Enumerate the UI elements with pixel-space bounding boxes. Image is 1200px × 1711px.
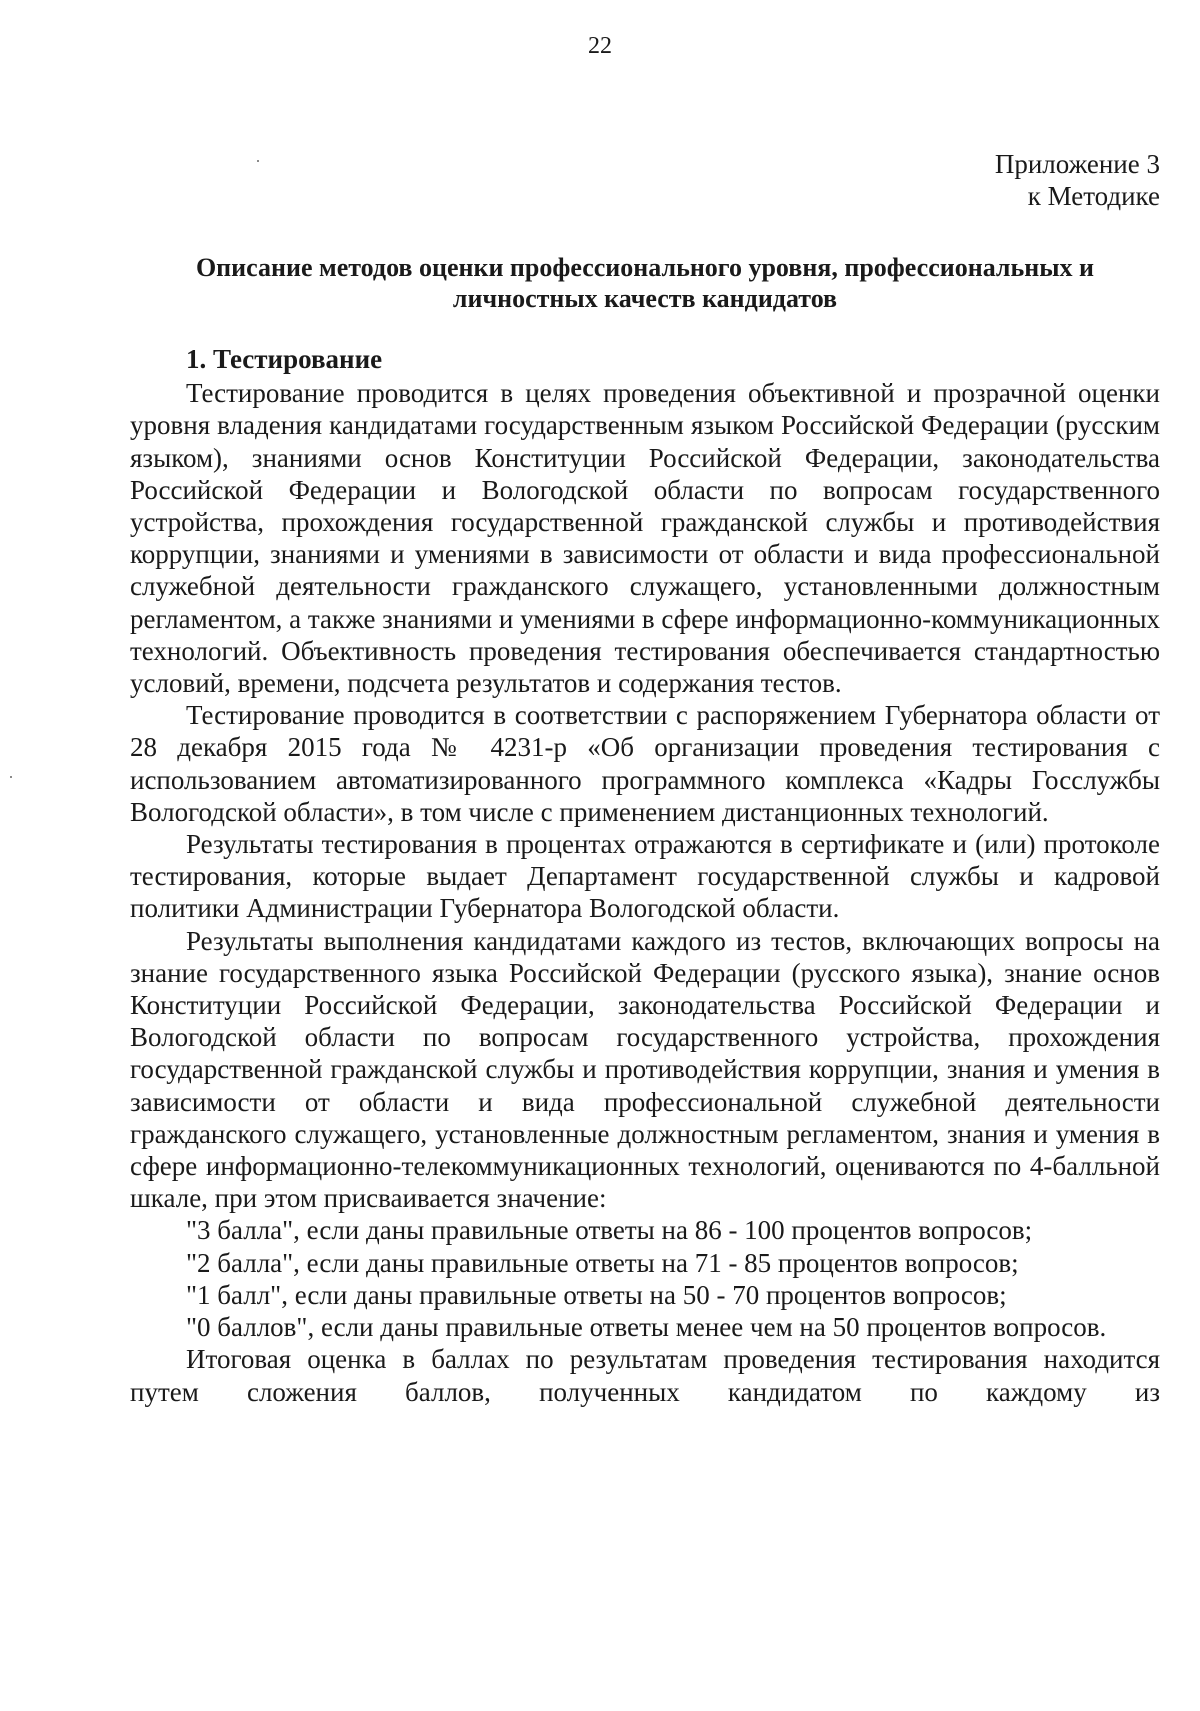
document-title: Описание методов оценки профессионального уровня, профессиональных и личностных качеств кандидатов [195, 253, 1095, 313]
paragraph: Результаты тестирования в процентах отражаются в сертификате и (или) протоколе тестирования, которые выдает Департамент государственной службы и кадровой политики Администрации Губернатора Вологодской области. [130, 829, 1160, 924]
score-item: "3 балла", если даны правильные ответы на 86 - 100 процентов вопросов; [186, 1215, 1033, 1246]
score-item: "0 баллов", если даны правильные ответы менее чем на 50 процентов вопросов. [186, 1312, 1107, 1343]
scan-speck [10, 776, 12, 778]
page-number: 22 [588, 33, 612, 59]
appendix-reference [995, 148, 1160, 212]
paragraph: Тестирование проводится в соответствии с распоряжением Губернатора области от 28 декабря 2015 года № 4231-р «Об организации проведения тестирования с использованием автоматизированного программного комплекса «Кадры Госслужбы Вологодской области», в том числе с применением дистанционных технологий. [130, 700, 1160, 827]
appendix-line-1: Приложение 3 [994, 149, 1160, 179]
section-heading: 1. Тестирование [186, 344, 383, 374]
appendix-line-2: к Методике [1027, 181, 1160, 211]
paragraph: Результаты выполнения кандидатами каждого из тестов, включающих вопросы на знание государственного языка Российской Федерации (русского языка), знание основ Конституции Российской Федерации, законодательства Российской Федерации и Вологодской области по вопросам государственного устройства, прохождения государственной гражданской службы и противодействия коррупции, знания и умения в зависимости от области и вида профессиональной служебной деятельности гражданского служащего, установленные должностным регламентом, знания и умения в сфере информационно-телекоммуникационных технологий, оцениваются по 4-балльной шкале, при этом присваивается значение: [130, 925, 1160, 1214]
score-item: "1 балл", если даны правильные ответы на 50 - 70 процентов вопросов; [186, 1279, 1007, 1310]
paragraph: Итоговая оценка в баллах по результатам проведения тестирования находится путем сложения баллов, полученных кандидатом по каждому из [130, 1344, 1160, 1407]
document-body [130, 343, 1160, 1408]
score-item: "2 балла", если даны правильные ответы на 71 - 85 процентов вопросов; [186, 1247, 1019, 1278]
paragraph: Тестирование проводится в целях проведения объективной и прозрачной оценки уровня владения кандидатами государственным языком Российской Федерации (русским языком), знаниями основ Конституции Российской Федерации, законодательства Российской Федерации и Вологодской области по вопросам государственного устройства, прохождения государственной гражданской службы и противодействия коррупции, знаниями и умениями в зависимости от области и вида профессиональной служебной деятельности гражданского служащего, установленными должностным регламентом, а также знаниями и умениями в сфере информационно-коммуникационных технологий. Объективность проведения тестирования обеспечивается стандартностью условий, времени, подсчета результатов и содержания тестов. [130, 378, 1161, 699]
scan-speck [257, 160, 259, 162]
